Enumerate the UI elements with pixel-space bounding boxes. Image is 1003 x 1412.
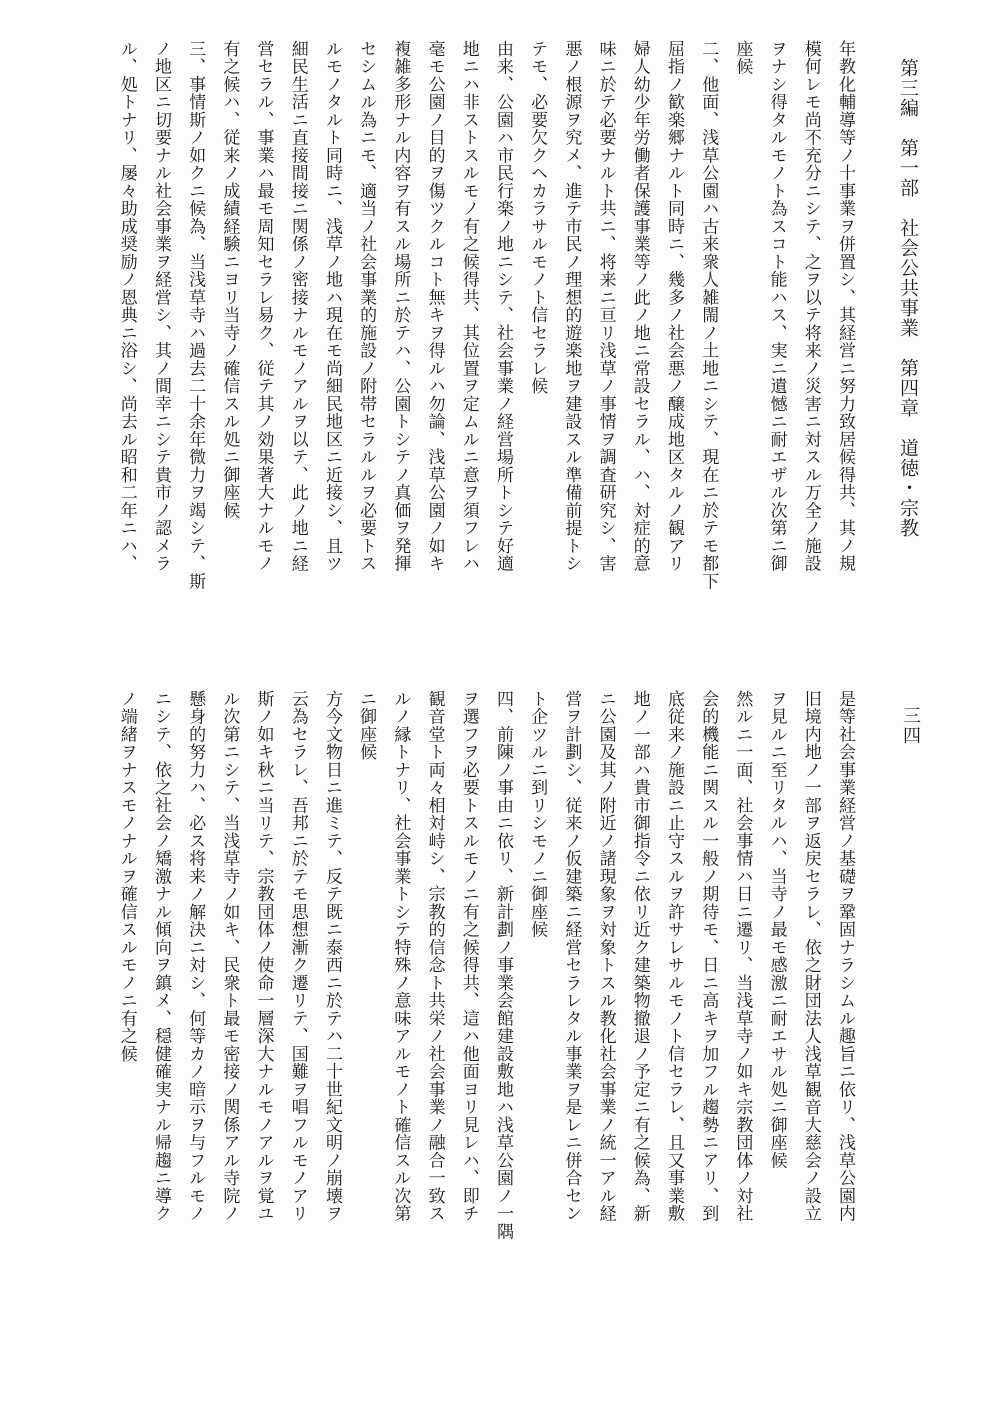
text-column: 味ニ於テ必要ナルト共ニ、将来ニ亘リ浅草ノ事情ヲ調査研究シ、害 [595, 40, 616, 573]
text-column: 云為セラレ、吾邦ニ於テモ思想漸ク遷リテ、国難ヲ唱フルモノアリ [287, 690, 308, 1223]
text-column: ヲ選フヲ必要トスルモノニ有之候得共、這ハ他面ヨリ見レハ、即チ [458, 690, 479, 1223]
text-column: ル次第ニシテ、当浅草寺ノ如キ、民衆ト最モ密接ノ関係アル寺院ノ [219, 690, 240, 1223]
text-column: 模何レモ尚不充分ニシテ、之ヲ以テ将来ノ災害ニ対スル万全ノ施設 [800, 40, 821, 573]
text-column: セシムル為ニモ、適当ノ社会事業的施設ノ附帯セラルルヲ必要トス [356, 40, 377, 573]
text-column: 旧境内地ノ一部ヲ返戻セラレ、依之財団法人浅草観音大慈会ノ設立 [800, 690, 821, 1223]
text-column: ニ御座候 [356, 690, 377, 761]
text-column: 悪ノ根源ヲ究メ、進テ市民ノ理想的遊楽地ヲ建設スル準備前提トシ [561, 40, 582, 573]
text-column: 毫モ公園ノ目的ヲ傷ツクルコト無キヲ得ルハ勿論、浅草公園ノ如キ [424, 40, 445, 573]
text-column: 会的機能ニ関スル一般ノ期待モ、日ニ高キヲ加フル趨勢ニアリ、到 [698, 690, 719, 1223]
text-column: 座候 [732, 40, 753, 76]
text-column: 斯ノ如キ秋ニ当リテ、宗教団体ノ使命一層深大ナルモノアルヲ覚ユ [253, 690, 274, 1223]
text-column: 屈指ノ歓楽郷ナルト同時ニ、幾多ノ社会悪ノ醸成地区タルノ観アリ [663, 40, 684, 573]
page-number: 三四 [900, 706, 921, 746]
text-column: 方今文物日ニ進ミテ、反テ既ニ泰西ニ於テハ二十世紀文明ノ崩壊ヲ [321, 690, 342, 1223]
text-column: ルノ縁トナリ、社会事業トシテ特殊ノ意味アルモノト確信スル次第 [390, 690, 411, 1223]
text-column: 由来、公園ハ市民行楽ノ地ニシテ、社会事業ノ経営場所トシテ好適 [492, 40, 513, 573]
text-column: 是等社会事業経営ノ基礎ヲ鞏固ナラシムル趣旨ニ依リ、浅草公園内 [835, 690, 855, 1223]
text-column: 営セラル、事業ハ最モ周知セラレ易ク、従テ其ノ効果著大ナルモノ [253, 40, 274, 573]
text-column: ニシテ、依之社会ノ矯激ナル傾向ヲ鎮メ、穏健確実ナル帰趨ニ導ク [150, 690, 171, 1223]
text-column: 細民生活ニ直接間接ニ関係ノ密接ナルモノアルヲ以テ、此ノ地ニ経 [287, 40, 308, 573]
text-block-bottom [48, 690, 862, 1310]
text-column: ヲナシ得タルモノト為スコト能ハス、実ニ遺憾ニ耐エザル次第ニ御 [766, 40, 787, 573]
text-column: ト企ツルニ到リシモノニ御座候 [527, 690, 548, 939]
text-column: ノ端緒ヲナスモノナルヲ確信スルモノニ有之候 [116, 690, 137, 1063]
text-column: 観音堂ト両々相対峙シ、宗教的信念ト共栄ノ社会事業ノ融合一致ス [424, 690, 445, 1223]
text-column: ヲ見ルニ至リタルハ、当寺ノ最モ感激ニ耐エサル処ニ御座候 [766, 690, 787, 1170]
text-column: 然ルニ一面、社会事情ハ日ニ遷リ、当浅草寺ノ如キ宗教団体ノ対社 [732, 690, 753, 1223]
text-column: 地ニハ非ストスルモノ有之候得共、其位置ヲ定ムルニ意ヲ須フレハ [458, 40, 479, 573]
text-column: 年教化輔導等ノ十事業ヲ併置シ、其経営ニ努力致居候得共、其ノ規 [835, 40, 855, 573]
text-column: 二、他面、浅草公園ハ古来衆人雑閙ノ土地ニシテ、現在ニ於テモ都下 [698, 40, 719, 591]
text-column: テモ、必要欠クヘカラサルモノト信セラレ候 [527, 40, 548, 395]
text-column: ルモノタルト同時ニ、浅草ノ地ハ現在モ尚細民地区ニ近接シ、且ツ [321, 40, 342, 573]
text-column: 底従来ノ施設ニ止守スルヲ許サレサルモノト信セラレ、且又事業敷 [663, 690, 684, 1223]
running-head: 第三編 第一部 社会公共事業 第四章 道徳・宗教 [897, 58, 919, 538]
text-column: 四、前陳ノ事由ニ依リ、新計劃ノ事業会館建設敷地ハ浅草公園ノ一隅 [492, 690, 513, 1241]
text-column: 地ノ一部ハ貴市御指令ニ依リ近ク建築物撤退ノ予定ニ有之候為、新 [629, 690, 650, 1223]
text-column: 営ヲ計劃シ、従来ノ仮建築ニ経営セラレタル事業ヲ是レニ併合セン [561, 690, 582, 1223]
text-column: ノ地区ニ切要ナル社会事業ヲ経営シ、其ノ間幸ニシテ貴市ノ認メラ [150, 40, 171, 573]
text-column: 複雑多形ナル内容ヲ有スル場所ニ於テハ、公園トシテノ真価ヲ発揮 [390, 40, 411, 573]
text-column: 婦人幼少年労働者保護事業等ノ此ノ地ニ常設セラル、ハ、対症的意 [629, 40, 650, 573]
text-column: 三、事情斯ノ如クニ候為、当浅草寺ハ過去二十余年微力ヲ竭シテ、斯 [185, 40, 206, 591]
text-column: 懸身的努力ハ、必ス将来ノ解決ニ対シ、何等カノ暗示ヲ与フルモノ [185, 690, 206, 1223]
text-block-top [116, 40, 862, 660]
text-column: ル、処トナリ、屡々助成奨励ノ恩典ニ浴シ、尚去ル昭和二年ニハ、 [116, 40, 137, 573]
text-column: 有之候ハ、従来ノ成績経験ニヨリ当寺ノ確信スル処ニ御座候 [219, 40, 240, 520]
text-column: ニ公園及其ノ附近ノ諸現象ヲ対象トスル教化社会事業ノ統一アル経 [595, 690, 616, 1223]
